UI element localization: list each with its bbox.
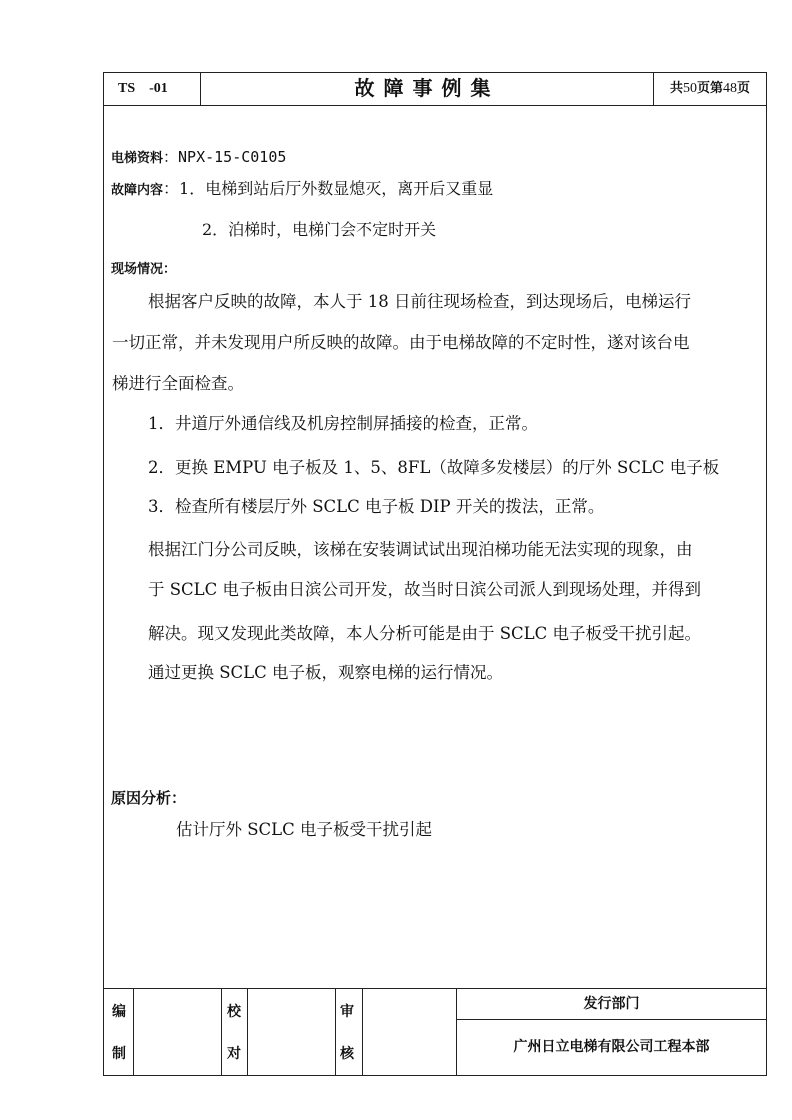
site-line: 解决。现又发现此类故障，本人分析可能是由于 SCLC 电子板受干扰引起。 — [148, 624, 701, 643]
pages-mid: 页第 — [696, 81, 723, 96]
signature-row — [104, 988, 766, 1075]
fault-line-1 — [111, 176, 493, 199]
model-label: 电梯资料 — [111, 151, 164, 166]
site-line: 于 SCLC 电子板由日滨公司开发，故当时日滨公司派人到现场处理，并得到 — [148, 580, 701, 599]
site-line: 根据江门分公司反映，该梯在安装调试试出现泊梯功能无法实现的现象，由 — [148, 540, 693, 559]
fault-item-2: 2．泊梯时，电梯门会不定时开关 — [202, 220, 437, 239]
page-number: 48 — [723, 81, 737, 96]
pages-suffix: 页 — [737, 81, 751, 96]
site-line: 3．检查所有楼层厅外 SCLC 电子板 DIP 开关的拨法，正常。 — [148, 497, 605, 516]
site-line: 一切正常，并未发现用户所反映的故障。由于电梯故障的不定时性，遂对该台电 — [112, 333, 690, 352]
issuing-dept-cell — [457, 989, 766, 1075]
issuing-dept-label: 发行部门 — [457, 989, 766, 1020]
fault-item-1: ：1．电梯到站后厅外数显熄灭，离开后又重显 — [163, 179, 494, 198]
check-label-cell — [222, 989, 248, 1075]
model-line — [111, 146, 286, 167]
review-label-1: 审 — [340, 1004, 354, 1020]
review-divider — [362, 989, 363, 1075]
compile-label-2: 制 — [112, 1046, 126, 1062]
header-row — [104, 73, 766, 106]
review-label-2: 核 — [340, 1046, 354, 1062]
document-frame — [103, 72, 767, 1076]
site-line: 通过更换 SCLC 电子板，观察电梯的运行情况。 — [148, 663, 503, 682]
check-sign-cell — [248, 989, 336, 1075]
site-line: 梯进行全面检查。 — [112, 374, 244, 393]
site-label: 现场情况： — [111, 262, 177, 277]
compile-label-cell — [104, 989, 134, 1075]
issuing-dept-name: 广州日立电梯有限公司工程本部 — [513, 1039, 710, 1055]
cause-text: 估计厅外 SCLC 电子板受干扰引起 — [176, 820, 432, 839]
site-line: 根据客户反映的故障，本人于 18 日前往现场检查，到达现场后，电梯运行 — [148, 292, 691, 311]
check-label-2: 对 — [227, 1046, 241, 1062]
site-line: 1．井道厅外通信线及机房控制屏插接的检查，正常。 — [148, 414, 538, 433]
compile-label-1: 编 — [112, 1004, 126, 1020]
pages-prefix: 共 — [669, 81, 683, 96]
review-cell — [336, 989, 457, 1075]
pages-total: 50 — [682, 81, 697, 96]
check-label-1: 校 — [227, 1004, 241, 1020]
doc-title: 故障事例集 — [201, 73, 654, 105]
model-value: ：NPX-15-C0105 — [163, 148, 287, 166]
doc-code: TS -01 — [104, 73, 201, 105]
compile-sign-cell — [134, 989, 222, 1075]
cause-label: 原因分析： — [111, 789, 187, 807]
fault-label: 故障内容 — [111, 183, 164, 198]
site-line: 2．更换 EMPU 电子板及 1、5、8FL（故障多发楼层）的厅外 SCLC 电子板 — [148, 458, 720, 477]
page-info — [654, 73, 766, 105]
